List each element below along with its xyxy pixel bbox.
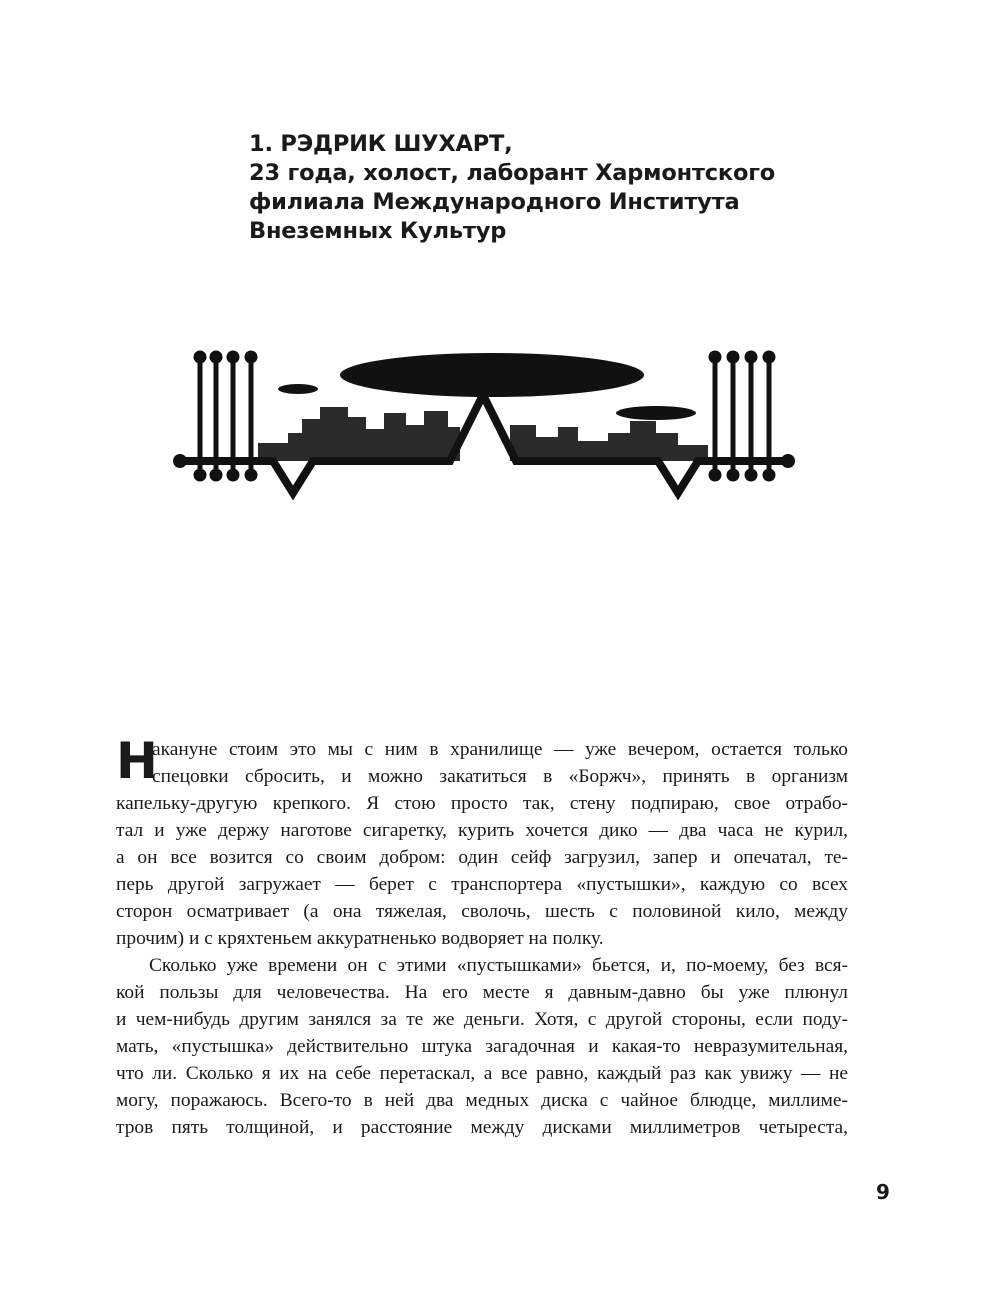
text-line: тал и уже держу наготове сигаретку, курить хочется дико — два часа не курил, [116, 820, 848, 841]
text-line: сторон осматривает (а она тяжелая, сволочь, шесть с половиной кило, между [116, 901, 848, 922]
text-line: что ли. Сколько я их на себе перетаскал, а все равно, каждый раз как увижу — не [116, 1063, 848, 1084]
chapter-title-line-2: 23 года, холост, лаборант Хармонтского [249, 160, 776, 186]
chapter-title-line-3: филиала Международного Института [249, 189, 740, 215]
text-line: капельку-другую крепкого. Я стою просто так, стену подпираю, свое отрабо- [116, 793, 848, 814]
text-line: спецовки сбросить, и можно закатиться в «Боржч», принять в организм [152, 766, 848, 787]
text-line: могу, поражаюсь. Всего-то в ней два медных диска с чайное блюдце, миллиме- [116, 1090, 848, 1111]
text-line: тров пять толщиной, и расстояние между дисками миллиметров четыреста, [116, 1117, 848, 1138]
chapter-title [249, 130, 809, 246]
text-line: Сколько уже времени он с этими «пустышками» бьется, и, по-моему, без вся- [149, 955, 848, 976]
text-line: и чем-нибудь другим занялся за те же деньги. Хотя, с другой стороны, если поду- [116, 1009, 848, 1030]
chapter-title-line-1: 1. РЭДРИК ШУХАРТ, [249, 131, 513, 157]
body-text [116, 732, 848, 1141]
drop-cap: Н [116, 732, 158, 790]
text-line: мать, «пустышка» действительно штука загадочная и какая-то невразумительная, [116, 1036, 848, 1057]
text-line: а он все возится со своим добром: один сейф загрузил, запер и опечатал, те- [116, 847, 848, 868]
text-line: перь другой загружает — берет с транспортера «пустышки», каждую со всех [116, 874, 848, 895]
page-number: 9 [876, 1180, 890, 1204]
text-line: акануне стоим это мы с ним в хранилище — уже вечером, остается только [152, 739, 848, 760]
paragraph [116, 732, 848, 952]
chapter-illustration [170, 345, 800, 505]
text-line: прочим) и с кряхтеньем аккуратненько водворяет на полку. [116, 928, 604, 949]
paragraph [116, 952, 848, 1141]
text-line: кой пользы для человечества. На его месте я давным-давно бы уже плюнул [116, 982, 848, 1003]
chapter-title-line-4: Внеземных Культур [249, 218, 507, 244]
